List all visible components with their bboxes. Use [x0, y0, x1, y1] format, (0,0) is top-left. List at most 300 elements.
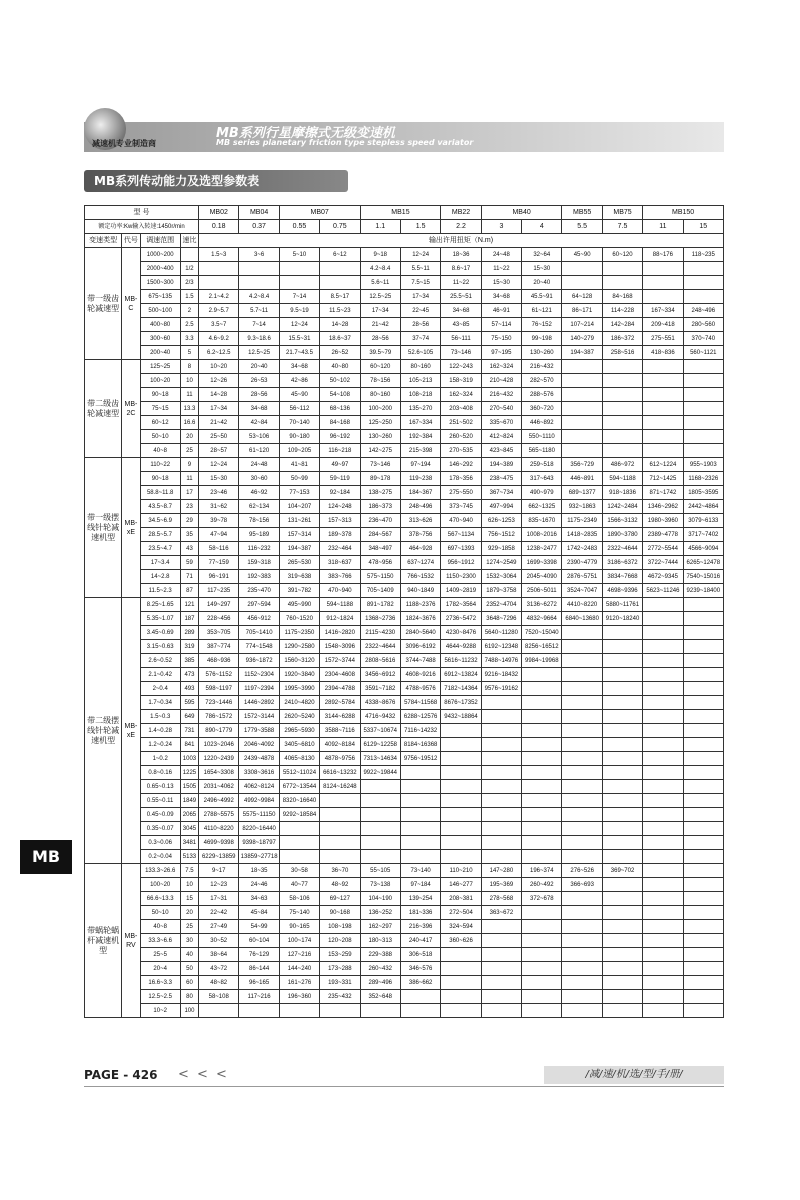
torque-cell: 162~324: [441, 388, 481, 402]
torque-cell: 5.6~11: [360, 276, 400, 290]
torque-cell: 99~198: [522, 332, 562, 346]
torque-cell: 412~824: [481, 430, 521, 444]
power-cell: 11: [643, 220, 683, 234]
torque-cell: [320, 836, 360, 850]
torque-cell: 4672~9345: [643, 570, 683, 584]
torque-cell: 22~45: [400, 304, 440, 318]
torque-cell: 705~1409: [360, 584, 400, 598]
torque-cell: 100~200: [360, 402, 400, 416]
torque-cell: 235~432: [320, 990, 360, 1004]
group-code-label: MB-C: [122, 248, 140, 360]
torque-cell: [643, 934, 683, 948]
torque-cell: [279, 276, 319, 290]
torque-cell: [279, 850, 319, 864]
table-row: [85, 780, 724, 794]
torque-cell: 2031~4062: [199, 780, 239, 794]
torque-cell: [602, 920, 642, 934]
torque-cell: 2410~4820: [279, 696, 319, 710]
torque-cell: 446~891: [562, 472, 602, 486]
torque-cell: 236~470: [360, 514, 400, 528]
torque-cell: [441, 752, 481, 766]
torque-cell: [683, 962, 723, 976]
table-row: [85, 486, 724, 500]
torque-cell: 24~48: [239, 458, 279, 472]
range-cell: 3.15~0.63: [140, 640, 180, 654]
torque-cell: 11~22: [441, 276, 481, 290]
ratio-cell: 649: [180, 710, 198, 724]
arrows-icon: < < <: [178, 1067, 229, 1082]
torque-cell: 4699~9398: [199, 836, 239, 850]
range-cell: 50~10: [140, 430, 180, 444]
table-row: [85, 752, 724, 766]
torque-cell: 373~745: [441, 500, 481, 514]
torque-cell: [683, 906, 723, 920]
torque-cell: [683, 1004, 723, 1018]
torque-cell: [441, 780, 481, 794]
torque-cell: 5623~11246: [643, 584, 683, 598]
power-cell: 7.5: [602, 220, 642, 234]
torque-cell: 2322~4644: [602, 542, 642, 556]
torque-cell: 48~92: [320, 878, 360, 892]
torque-cell: 109~205: [279, 444, 319, 458]
torque-cell: 95~189: [239, 528, 279, 542]
ratio-cell: 100: [180, 1004, 198, 1018]
torque-cell: 470~940: [320, 584, 360, 598]
torque-cell: [562, 430, 602, 444]
torque-cell: 194~389: [481, 458, 521, 472]
torque-cell: 127~216: [279, 948, 319, 962]
torque-cell: 20~40: [522, 276, 562, 290]
torque-cell: 7520~15040: [522, 626, 562, 640]
range-cell: 100~20: [140, 374, 180, 388]
torque-cell: [602, 976, 642, 990]
power-cell: 5.5: [562, 220, 602, 234]
torque-cell: 12~26: [199, 374, 239, 388]
torque-cell: [643, 262, 683, 276]
torque-cell: [643, 682, 683, 696]
torque-cell: 228~456: [199, 612, 239, 626]
torque-cell: [643, 416, 683, 430]
torque-cell: [643, 864, 683, 878]
torque-cell: 58~116: [199, 542, 239, 556]
torque-cell: 2965~5930: [279, 724, 319, 738]
group-code-label: MB-xE: [122, 598, 140, 864]
table-row: [85, 612, 724, 626]
torque-cell: 104~207: [279, 500, 319, 514]
torque-cell: 56~112: [279, 402, 319, 416]
torque-cell: [602, 374, 642, 388]
torque-cell: 936~1872: [239, 654, 279, 668]
torque-cell: [522, 976, 562, 990]
torque-cell: 173~288: [320, 962, 360, 976]
torque-cell: [562, 766, 602, 780]
torque-cell: [279, 1004, 319, 1018]
ratio-cell: 731: [180, 724, 198, 738]
torque-cell: 662~1325: [522, 500, 562, 514]
torque-cell: 153~259: [320, 948, 360, 962]
torque-cell: 575~1150: [360, 570, 400, 584]
torque-cell: 57~114: [481, 318, 521, 332]
torque-cell: [441, 850, 481, 864]
ratio-cell: 2: [180, 304, 198, 318]
torque-cell: 45.5~91: [522, 290, 562, 304]
range-cell: 2~0.4: [140, 682, 180, 696]
table-row: [85, 808, 724, 822]
torque-cell: 3744~7488: [400, 654, 440, 668]
torque-cell: [562, 640, 602, 654]
torque-cell: 192~384: [400, 430, 440, 444]
group-code-label: MB-xE: [122, 458, 140, 598]
range-cell: 28.5~5.7: [140, 528, 180, 542]
torque-cell: 97~184: [400, 878, 440, 892]
torque-cell: [481, 836, 521, 850]
torque-cell: [602, 962, 642, 976]
torque-cell: 41~81: [279, 458, 319, 472]
torque-cell: [683, 920, 723, 934]
torque-cell: [643, 892, 683, 906]
torque-cell: [562, 276, 602, 290]
torque-cell: 4832~9664: [522, 612, 562, 626]
torque-cell: [643, 402, 683, 416]
torque-cell: 1446~2892: [239, 696, 279, 710]
table-row: [85, 990, 724, 1004]
torque-cell: [643, 780, 683, 794]
torque-cell: 470~940: [441, 514, 481, 528]
torque-cell: 167~334: [643, 304, 683, 318]
torque-cell: 15~30: [522, 262, 562, 276]
torque-cell: [643, 626, 683, 640]
torque-cell: [683, 612, 723, 626]
torque-cell: 73~146: [441, 346, 481, 360]
ratio-cell: 5: [180, 346, 198, 360]
ratio-cell: 3481: [180, 836, 198, 850]
torque-cell: 58~106: [279, 892, 319, 906]
torque-cell: 144~240: [279, 962, 319, 976]
torque-cell: 478~956: [360, 556, 400, 570]
torque-cell: [643, 794, 683, 808]
torque-cell: 2390~4779: [562, 556, 602, 570]
torque-cell: 6.2~12.5: [199, 346, 239, 360]
torque-cell: [643, 640, 683, 654]
torque-cell: [320, 794, 360, 808]
torque-cell: [441, 976, 481, 990]
torque-cell: 9576~19162: [481, 682, 521, 696]
torque-cell: [279, 822, 319, 836]
torque-cell: [643, 598, 683, 612]
torque-cell: 24~46: [239, 878, 279, 892]
table-row: [85, 598, 724, 612]
torque-cell: 2394~4788: [320, 682, 360, 696]
torque-cell: 90~165: [279, 920, 319, 934]
torque-cell: 1416~2820: [320, 626, 360, 640]
torque-cell: [683, 976, 723, 990]
torque-cell: 6772~13544: [279, 780, 319, 794]
torque-cell: 210~428: [481, 374, 521, 388]
torque-cell: [683, 752, 723, 766]
table-row: [85, 822, 724, 836]
torque-cell: 216~432: [481, 388, 521, 402]
col-code-header: 代号: [122, 234, 140, 248]
torque-cell: [481, 752, 521, 766]
torque-cell: 7313~14634: [360, 752, 400, 766]
table-row: [85, 962, 724, 976]
torque-cell: [562, 710, 602, 724]
torque-cell: 278~568: [481, 892, 521, 906]
table-row: [85, 878, 724, 892]
torque-cell: 317~643: [522, 472, 562, 486]
torque-cell: 871~1742: [643, 486, 683, 500]
torque-cell: [643, 808, 683, 822]
torque-cell: 54~99: [239, 920, 279, 934]
torque-cell: [643, 710, 683, 724]
torque-cell: 76~129: [239, 948, 279, 962]
torque-cell: 48~82: [199, 976, 239, 990]
torque-cell: [602, 724, 642, 738]
torque-cell: 251~502: [441, 416, 481, 430]
torque-cell: 3588~7116: [320, 724, 360, 738]
range-cell: 100~20: [140, 878, 180, 892]
torque-cell: [683, 388, 723, 402]
table-row: [85, 948, 724, 962]
model-cell: MB15: [360, 206, 441, 220]
torque-cell: 108~218: [400, 388, 440, 402]
ratio-cell: 9: [180, 458, 198, 472]
torque-cell: 43~72: [199, 962, 239, 976]
torque-cell: 45~90: [562, 248, 602, 262]
torque-cell: 9292~18584: [279, 808, 319, 822]
torque-cell: 1188~2376: [400, 598, 440, 612]
torque-cell: [522, 1004, 562, 1018]
torque-cell: 270~540: [481, 402, 521, 416]
group-type-label: 带一级齿轮减速型: [85, 248, 122, 360]
torque-cell: 75~150: [481, 332, 521, 346]
power-cell: 1.1: [360, 220, 400, 234]
torque-cell: 2808~5616: [360, 654, 400, 668]
torque-cell: 3096~6192: [400, 640, 440, 654]
torque-cell: 53~106: [239, 430, 279, 444]
torque-cell: [562, 934, 602, 948]
group-type-label: 带二级摆线针轮减速机型: [85, 598, 122, 864]
torque-cell: [602, 766, 642, 780]
torque-cell: 142~275: [360, 444, 400, 458]
torque-cell: 1346~2962: [643, 500, 683, 514]
torque-cell: [522, 696, 562, 710]
torque-cell: 62~134: [239, 500, 279, 514]
torque-cell: [562, 388, 602, 402]
torque-cell: 26~52: [320, 346, 360, 360]
torque-cell: 235~470: [239, 584, 279, 598]
torque-cell: [481, 920, 521, 934]
torque-cell: 2115~4230: [360, 626, 400, 640]
torque-cell: 1572~3744: [320, 654, 360, 668]
torque-cell: 319~638: [279, 570, 319, 584]
torque-cell: 6~12: [320, 248, 360, 262]
torque-cell: 38~64: [199, 948, 239, 962]
torque-cell: [522, 682, 562, 696]
range-cell: 1.5~0.3: [140, 710, 180, 724]
header-title-cn: MB系列行星摩擦式无级变速机: [216, 126, 395, 141]
torque-cell: 265~530: [279, 556, 319, 570]
torque-cell: 139~254: [400, 892, 440, 906]
torque-cell: 2736~5472: [441, 612, 481, 626]
torque-cell: 196~374: [522, 864, 562, 878]
torque-cell: [643, 724, 683, 738]
parameter-table: [84, 205, 724, 1018]
torque-cell: [683, 374, 723, 388]
torque-cell: 4.2~8.4: [239, 290, 279, 304]
torque-cell: 6840~13680: [562, 612, 602, 626]
torque-cell: 120~208: [320, 934, 360, 948]
torque-cell: [643, 430, 683, 444]
range-cell: 66.6~13.3: [140, 892, 180, 906]
ratio-cell: 2/3: [180, 276, 198, 290]
ratio-cell: 35: [180, 528, 198, 542]
torque-cell: 1654~3308: [199, 766, 239, 780]
torque-cell: [683, 710, 723, 724]
range-cell: 58.8~11.8: [140, 486, 180, 500]
torque-cell: [320, 850, 360, 864]
torque-cell: [522, 934, 562, 948]
torque-cell: 6229~13859: [199, 850, 239, 864]
torque-cell: [602, 906, 642, 920]
torque-cell: [522, 794, 562, 808]
torque-cell: 1175~2349: [562, 514, 602, 528]
torque-cell: [643, 948, 683, 962]
torque-cell: 386~662: [400, 976, 440, 990]
torque-cell: [400, 836, 440, 850]
model-cell: MB07: [279, 206, 360, 220]
torque-cell: 21~42: [360, 318, 400, 332]
torque-cell: [522, 836, 562, 850]
torque-cell: [441, 794, 481, 808]
torque-cell: [320, 808, 360, 822]
model-cell: MB04: [239, 206, 279, 220]
torque-cell: 159~318: [239, 556, 279, 570]
torque-cell: 68~136: [320, 402, 360, 416]
torque-cell: 9984~19968: [522, 654, 562, 668]
torque-cell: 2496~4992: [199, 794, 239, 808]
torque-cell: 116~218: [320, 444, 360, 458]
torque-cell: 27~49: [199, 920, 239, 934]
torque-cell: 3144~6288: [320, 710, 360, 724]
range-cell: 8.25~1.65: [140, 598, 180, 612]
torque-cell: [360, 836, 400, 850]
torque-cell: 186~372: [602, 332, 642, 346]
torque-cell: 612~1224: [643, 458, 683, 472]
torque-cell: [522, 850, 562, 864]
torque-cell: [683, 654, 723, 668]
torque-cell: 149~297: [199, 598, 239, 612]
ratio-cell: 10: [180, 374, 198, 388]
torque-cell: 86~171: [562, 304, 602, 318]
torque-cell: [522, 948, 562, 962]
torque-cell: 138~275: [360, 486, 400, 500]
torque-cell: 1152~2304: [239, 668, 279, 682]
range-cell: 50~10: [140, 906, 180, 920]
torque-cell: [360, 1004, 400, 1018]
torque-cell: 118~235: [683, 248, 723, 262]
torque-cell: [683, 360, 723, 374]
torque-cell: [643, 990, 683, 1004]
torque-cell: [562, 822, 602, 836]
torque-cell: 61~121: [522, 304, 562, 318]
torque-cell: [522, 990, 562, 1004]
torque-cell: 46~92: [239, 486, 279, 500]
model-row: [85, 206, 724, 220]
torque-cell: [643, 836, 683, 850]
torque-cell: 1699~3398: [522, 556, 562, 570]
range-cell: 1.7~0.34: [140, 696, 180, 710]
torque-cell: 9~18: [360, 248, 400, 262]
ratio-cell: 2.5: [180, 318, 198, 332]
torque-cell: 260~520: [441, 430, 481, 444]
ratio-cell: 13.3: [180, 402, 198, 416]
torque-cell: 114~228: [602, 304, 642, 318]
torque-cell: [481, 1004, 521, 1018]
torque-cell: 186~373: [360, 500, 400, 514]
torque-cell: [602, 360, 642, 374]
torque-cell: 2892~5784: [320, 696, 360, 710]
torque-cell: 31~62: [199, 500, 239, 514]
torque-cell: 786~1572: [199, 710, 239, 724]
torque-cell: 324~594: [441, 920, 481, 934]
torque-cell: 318~637: [320, 556, 360, 570]
torque-cell: 4878~9756: [320, 752, 360, 766]
torque-cell: 136~252: [360, 906, 400, 920]
torque-cell: [643, 276, 683, 290]
section-title: MB系列传动能力及选型参数表: [84, 170, 348, 192]
torque-cell: 12.5~25: [239, 346, 279, 360]
torque-cell: 932~1863: [562, 500, 602, 514]
table-row: [85, 416, 724, 430]
torque-cell: [562, 976, 602, 990]
torque-cell: 73~138: [360, 878, 400, 892]
torque-cell: 130~260: [522, 346, 562, 360]
ratio-cell: 16.6: [180, 416, 198, 430]
power-cell: 0.18: [199, 220, 239, 234]
torque-cell: 5~10: [279, 248, 319, 262]
torque-cell: 117~216: [239, 990, 279, 1004]
torque-cell: [602, 262, 642, 276]
torque-cell: 37~74: [400, 332, 440, 346]
range-cell: 3.45~0.69: [140, 626, 180, 640]
torque-cell: 36~70: [320, 864, 360, 878]
torque-cell: 8676~17352: [441, 696, 481, 710]
torque-cell: 47~94: [199, 528, 239, 542]
torque-cell: 238~475: [481, 472, 521, 486]
torque-cell: 80~160: [360, 388, 400, 402]
torque-cell: 1175~2350: [279, 626, 319, 640]
torque-cell: 14~28: [320, 318, 360, 332]
table-row: [85, 318, 724, 332]
torque-cell: [481, 962, 521, 976]
torque-cell: 348~497: [360, 542, 400, 556]
torque-cell: 88~176: [643, 248, 683, 262]
torque-cell: 567~1134: [441, 528, 481, 542]
torque-cell: [602, 808, 642, 822]
torque-cell: 2506~5011: [522, 584, 562, 598]
range-cell: 110~22: [140, 458, 180, 472]
range-cell: 20~4: [140, 962, 180, 976]
torque-cell: 456~912: [239, 612, 279, 626]
torque-cell: 282~570: [522, 374, 562, 388]
power-cell: 15: [683, 220, 723, 234]
footer-slogan: /减/速/机/选/型/手/册/: [544, 1066, 724, 1084]
torque-cell: 26~53: [239, 374, 279, 388]
torque-cell: 11.5~23: [320, 304, 360, 318]
torque-cell: [522, 738, 562, 752]
torque-cell: [602, 892, 642, 906]
